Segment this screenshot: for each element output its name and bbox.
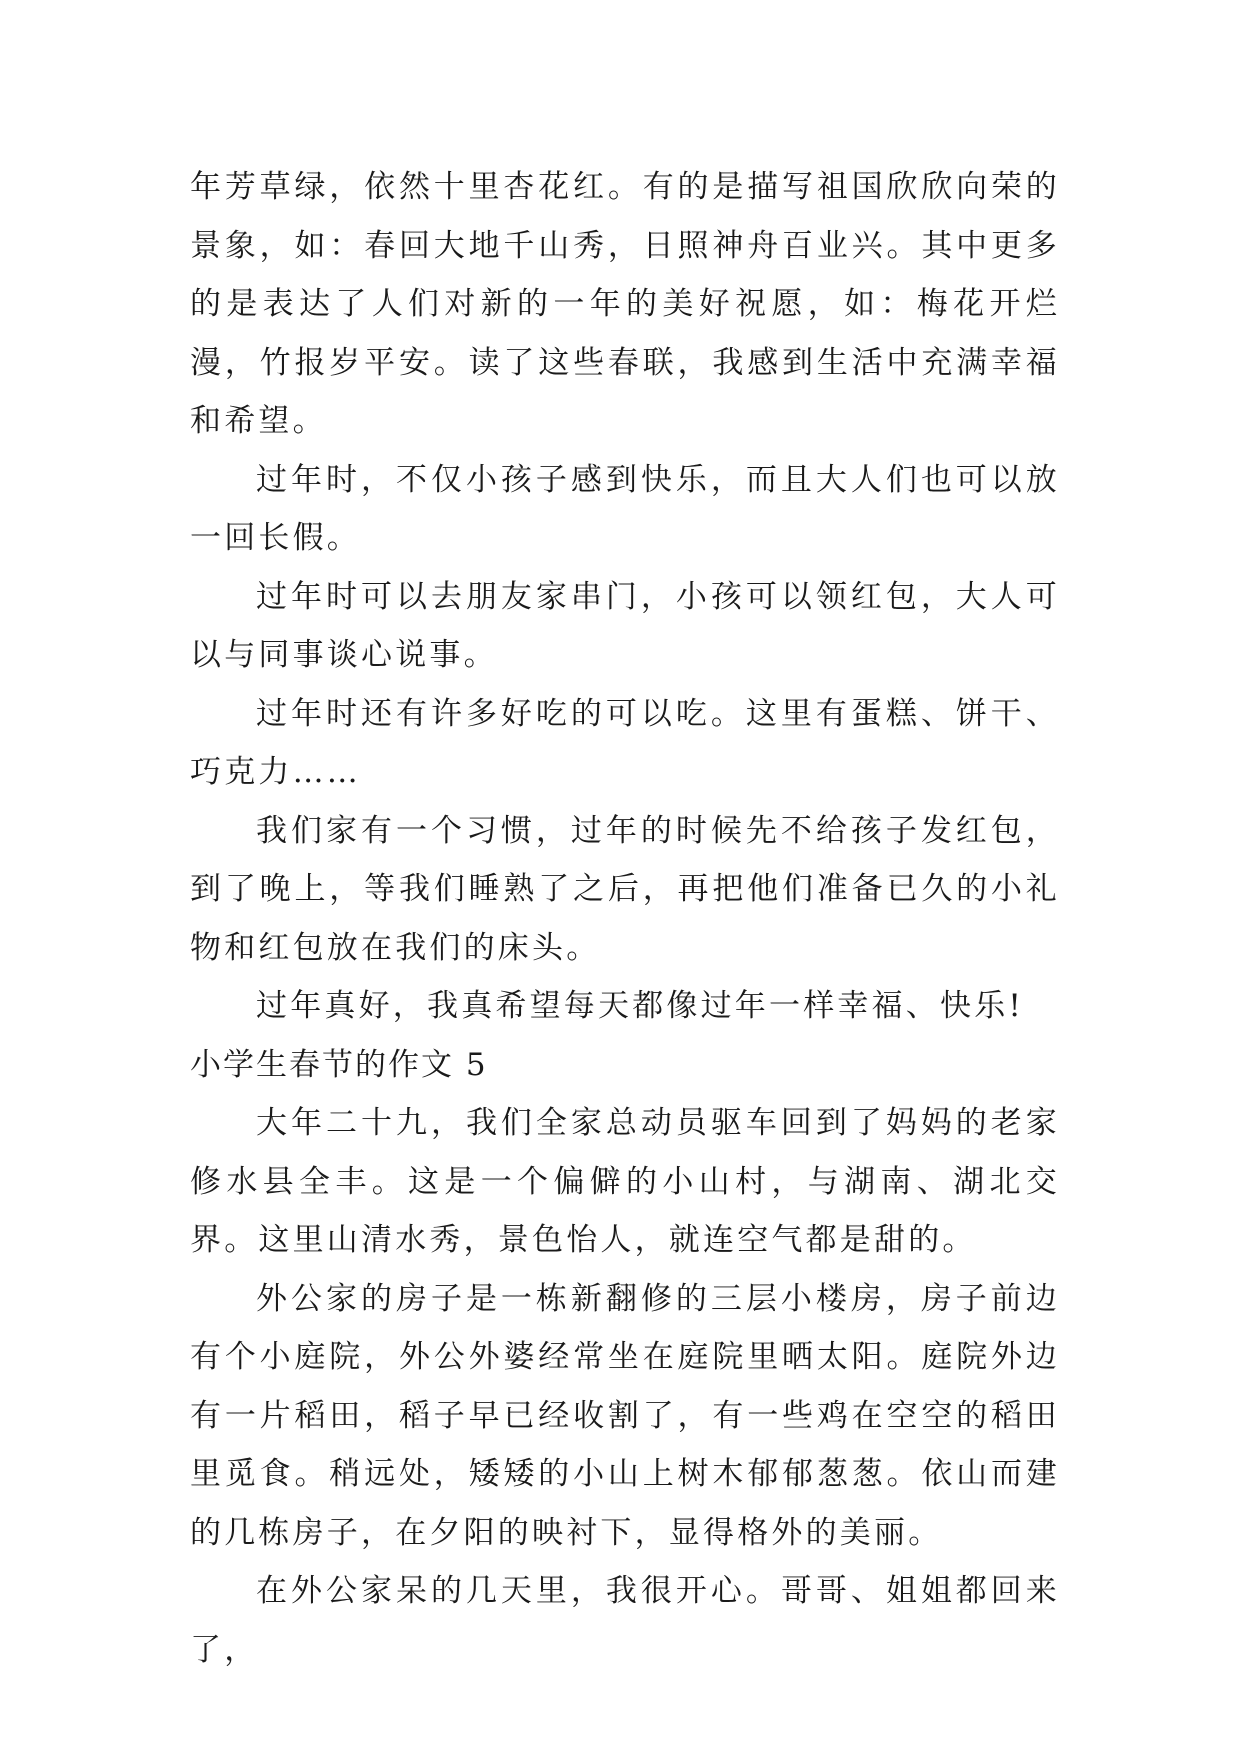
paragraph: 过年时可以去朋友家串门，小孩可以领红包，大人可以与同事谈心说事。 bbox=[190, 578, 1060, 673]
section-heading: 小学生春节的作文 5 bbox=[190, 1046, 488, 1083]
paragraph: 外公家的房子是一栋新翻修的三层小楼房，房子前边有个小庭院，外公外婆经常坐在庭院里晒太阳。庭院外边有一片稻田，稻子早已经收割了，有一些鸡在空空的稻田里觅食。稍远处，矮矮的小山上树木郁郁葱葱。依山而建的几栋房子，在夕阳的映衬下，显得格外的美丽。 bbox=[190, 1280, 1060, 1551]
paragraph: 大年二十九，我们全家总动员驱车回到了妈妈的老家修水县全丰。这是一个偏僻的小山村，与湖南、湖北交界。这里山清水秀，景色怡人，就连空气都是甜的。 bbox=[190, 1105, 1060, 1258]
document-page bbox=[190, 158, 1060, 1679]
paragraph: 过年真好，我真希望每天都像过年一样幸福、快乐! bbox=[256, 988, 1025, 1024]
paragraph: 在外公家呆的几天里，我很开心。哥哥、姐姐都回来了， bbox=[190, 1573, 1060, 1668]
paragraph: 我们家有一个习惯，过年的时候先不给孩子发红包，到了晚上，等我们睡熟了之后，再把他们准备已久的小礼物和红包放在我们的床头。 bbox=[190, 812, 1060, 966]
paragraph: 过年时，不仅小孩子感到快乐，而且大人们也可以放一回长假。 bbox=[190, 461, 1060, 556]
paragraph: 过年时还有许多好吃的可以吃。这里有蛋糕、饼干、巧克力…… bbox=[190, 695, 1060, 790]
paragraph-continued: 年芳草绿，依然十里杏花红。有的是描写祖国欣欣向荣的景象，如：春回大地千山秀，日照神舟百业兴。其中更多的是表达了人们对新的一年的美好祝愿，如：梅花开烂漫，竹报岁平安。读了这些春联，我感到生活中充满幸福和希望。 bbox=[190, 169, 1060, 439]
